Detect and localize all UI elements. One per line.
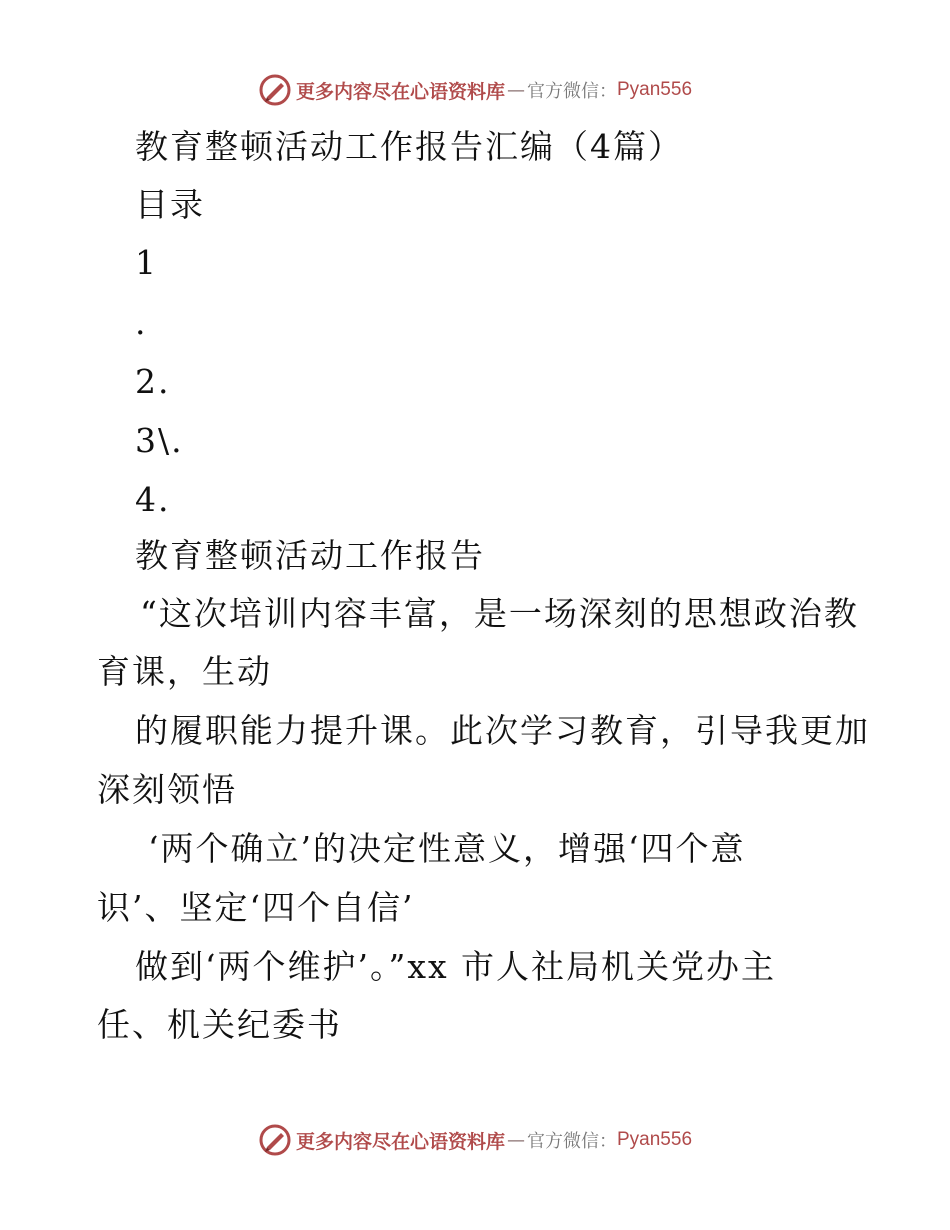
toc-item: 4. <box>135 480 171 519</box>
watermark-label: 官方微信： <box>527 1131 617 1152</box>
paragraph-line: “这次培训内容丰富，是一场深刻的思想政治教 <box>140 594 859 633</box>
watermark-brand: 更多内容尽在心语资料库 <box>295 80 505 103</box>
paragraph-line: 育课，生动 <box>97 652 272 691</box>
paragraph-line: ‘两个确立’的决定性意义，增强‘四个意 <box>148 829 746 868</box>
watermark-separator: — <box>507 1129 525 1151</box>
document-title: 教育整顿活动工作报告汇编（4篇） <box>135 127 683 166</box>
watermark-account: Pyan556 <box>617 1129 693 1150</box>
watermark-account: Pyan556 <box>617 79 693 100</box>
section-title: 教育整顿活动工作报告 <box>135 536 485 575</box>
watermark-label: 官方微信： <box>527 81 617 102</box>
watermark-brand: 更多内容尽在心语资料库 <box>295 1130 505 1153</box>
toc-item: 1 <box>135 243 158 282</box>
toc-item: 3\. <box>135 421 184 460</box>
paragraph-line: 的履职能力提升课。此次学习教育，引导我更加 <box>135 711 870 750</box>
paragraph-line: 做到‘两个维护’。”xx 市人社局机关党办主 <box>135 947 777 986</box>
paragraph-line: 深刻领悟 <box>97 770 237 809</box>
footer-watermark <box>0 1120 950 1160</box>
pen-seal-icon <box>258 73 292 107</box>
toc-heading: 目录 <box>135 185 205 224</box>
toc-item: . <box>135 303 148 342</box>
toc-item: 2. <box>135 362 171 401</box>
header-watermark <box>0 70 950 110</box>
paragraph-line: 任、机关纪委书 <box>97 1005 342 1044</box>
paragraph-line: 识’、坚定‘四个自信’ <box>97 888 415 927</box>
watermark-separator: — <box>507 79 525 101</box>
pen-seal-icon <box>258 1123 292 1157</box>
